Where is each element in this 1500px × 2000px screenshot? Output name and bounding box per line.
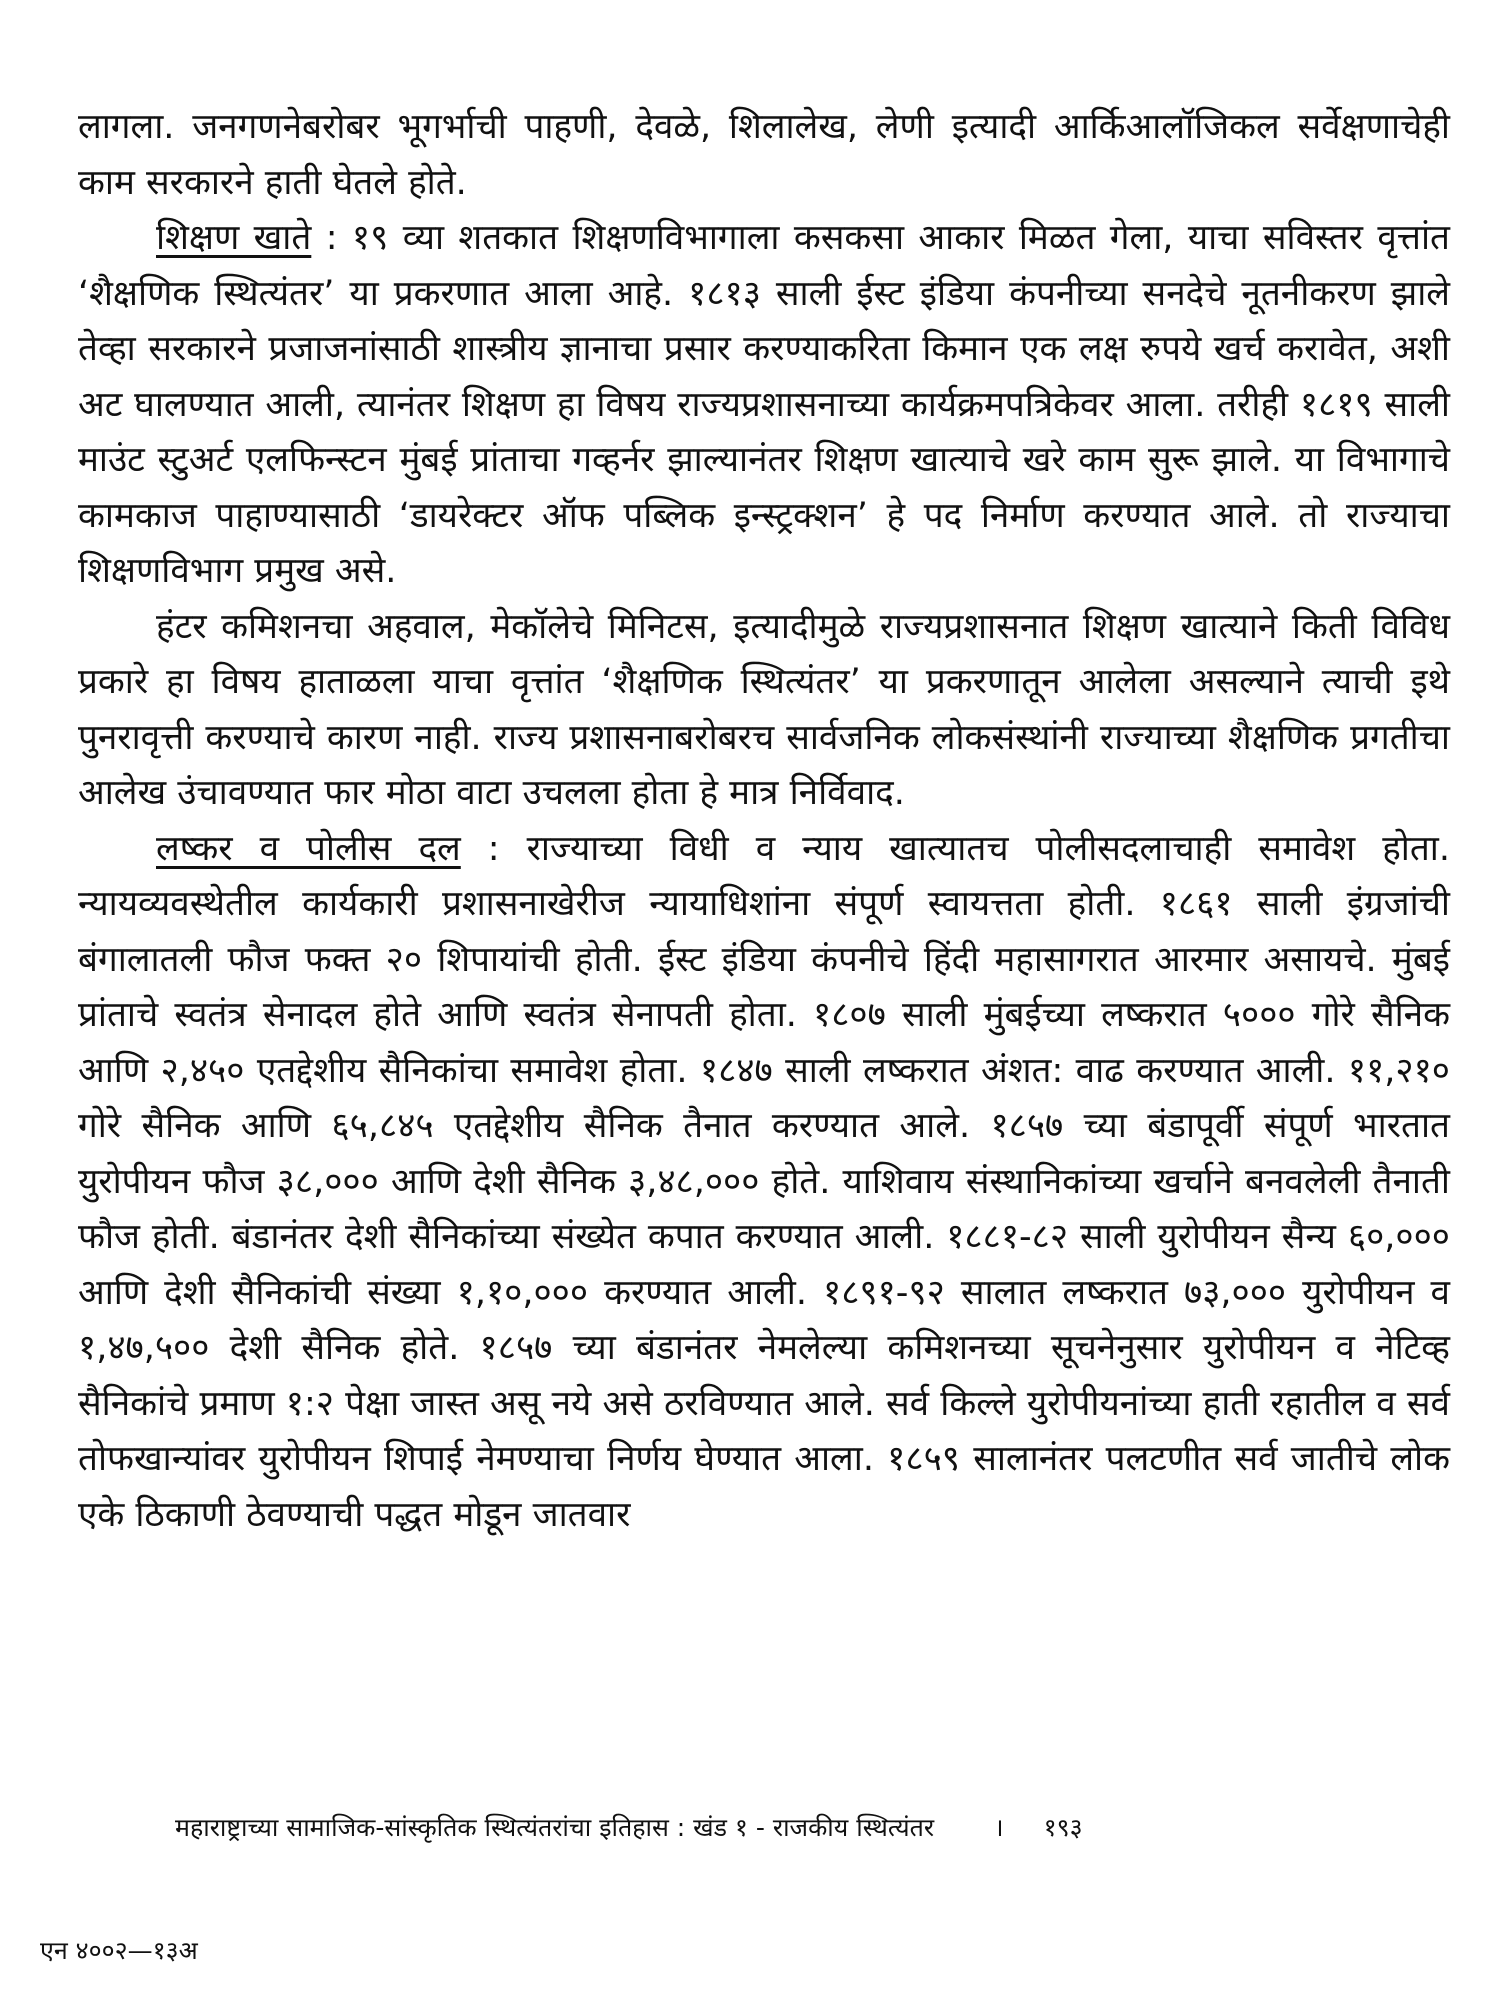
- paragraph-army-police-body: : राज्याच्या विधी व न्याय खात्यातच पोलीसदलाचाही समावेश होता. न्यायव्यवस्थेतील कार्यकारी प्रशासनाखेरीज न्यायाधिशांना संपूर्ण स्वायत्तता होती. १८६१ साली इंग्रजांची बंगालातली फौज फक्त २० शिपायांची होती. ईस्ट इंडिया कंपनीचे हिंदी महासागरात आरमार असायचे. मुंबई प्रांताचे स्वतंत्र सेनादल होते आणि स्वतंत्र सेनापती होता. १८०७ साली मुंबईच्या लष्करात ५००० गोरे सैनिक आणि २,४५० एतद्देशीय सैनिकांचा समावेश होता. १८४७ साली लष्करात अंशत: वाढ करण्यात आली. ११,२१० गोरे सैनिक आणि ६५,८४५ एतद्देशीय सैनिक तैनात करण्यात आले. १८५७ च्या बंडापूर्वी संपूर्ण भारतात युरोपीयन फौज ३८,००० आणि देशी सैनिक ३,४८,००० होते. याशिवाय संस्थानिकांच्या खर्चाने बनवलेली तैनाती फौज होती. बंडानंतर देशी सैनिकांच्या संख्येत कपात करण्यात आली. १८८१-८२ साली युरोपीयन सैन्य ६०,००० आणि देशी सैनिकांची संख्या १,१०,००० करण्यात आली. १८९१-९२ सालात लष्करात ७३,००० युरोपीयन व १,४७,५०० देशी सैनिक होते. १८५७ च्या बंडानंतर नेमलेल्या कमिशनच्या सूचनेनुसार युरोपीयन व नेटिव्ह सैनिकांचे प्रमाण १:२ पेक्षा जास्त असू नये असे ठरविण्यात आले. सर्व किल्ले युरोपीयनांच्या हाती रहातील व सर्व तोफखान्यांवर युरोपीयन शिपाई नेमण्याचा निर्णय घेण्यात आला. १८५९ सालानंतर पलटणीत सर्व जातीचे लोक एके ठिकाणी ठेवण्याची पद्धत मोडून जातवार: [78, 828, 1450, 1535]
- footer-book-title: महाराष्ट्राच्या सामाजिक-सांस्कृतिक स्थित्यंतरांचा इतिहास : खंड १ - राजकीय स्थित्यंतर: [175, 1813, 935, 1842]
- paragraph-hunter-commission: हंटर कमिशनचा अहवाल, मेकॉलेचे मिनिटस, इत्यादीमुळे राज्यप्रशासनात शिक्षण खात्याने किती विविध प्रकारे हा विषय हाताळला याचा वृत्तांत ‘शैक्षणिक स्थित्यंतर’ या प्रकरणातून आलेला असल्याने त्याची इथे पुनरावृत्ती करण्याचे कारण नाही. राज्य प्रशासनाबरोबरच सार्वजनिक लोकसंस्थांनी राज्याच्या शैक्षणिक प्रगतीचा आलेख उंचावण्यात फार मोठा वाटा उचलला होता हे मात्र निर्विवाद.: [78, 606, 1450, 813]
- paragraph-education-department: [78, 211, 1450, 600]
- section-heading-army-police: लष्कर व पोलीस दल: [156, 828, 461, 869]
- paragraph-education-body: : १९ व्या शतकात शिक्षणविभागाला कसकसा आकार मिळत गेला, याचा सविस्तर वृत्तांत ‘शैक्षणिक स्थित्यंतर’ या प्रकरणात आला आहे. १८१३ साली ईस्ट इंडिया कंपनीच्या सनदेचे नूतनीकरण झाले तेव्हा सरकारने प्रजाजनांसाठी शास्त्रीय ज्ञानाचा प्रसार करण्याकरिता किमान एक लक्ष रुपये खर्च करावेत, अशी अट घालण्यात आली, त्यानंतर शिक्षण हा विषय राज्यप्रशासनाच्या कार्यक्रमपत्रिकेवर आला. तरीही १८१९ साली माउंट स्टुअर्ट एलफिन्स्टन मुंबई प्रांताचा गव्हर्नर झाल्यानंतर शिक्षण खात्याचे खरे काम सुरू झाले. या विभागाचे कामकाज पाहाण्यासाठी ‘डायरेक्टर ऑफ पब्लिक इन्स्ट्रक्शन’ हे पद निर्माण करण्यात आले. तो राज्याचा शिक्षणविभाग प्रमुख असे.: [78, 218, 1450, 591]
- body-text: [78, 100, 1450, 1543]
- print-code: एन ४००२—१३अ: [40, 1936, 198, 1965]
- section-heading-education: शिक्षण खाते: [156, 218, 312, 258]
- page-footer: [175, 1812, 1455, 1844]
- page-number: १९३: [1043, 1813, 1083, 1842]
- footer-separator: ।: [994, 1813, 1004, 1842]
- paragraph-archaeology: लागला. जनगणनेबरोबर भूगर्भाची पाहणी, देवळे, शिलालेख, लेणी इत्यादी आर्किआलॉजिकल सर्वेक्षणाचेही काम सरकारने हाती घेतले होते.: [78, 107, 1450, 203]
- paragraph-army-police: [78, 822, 1450, 1544]
